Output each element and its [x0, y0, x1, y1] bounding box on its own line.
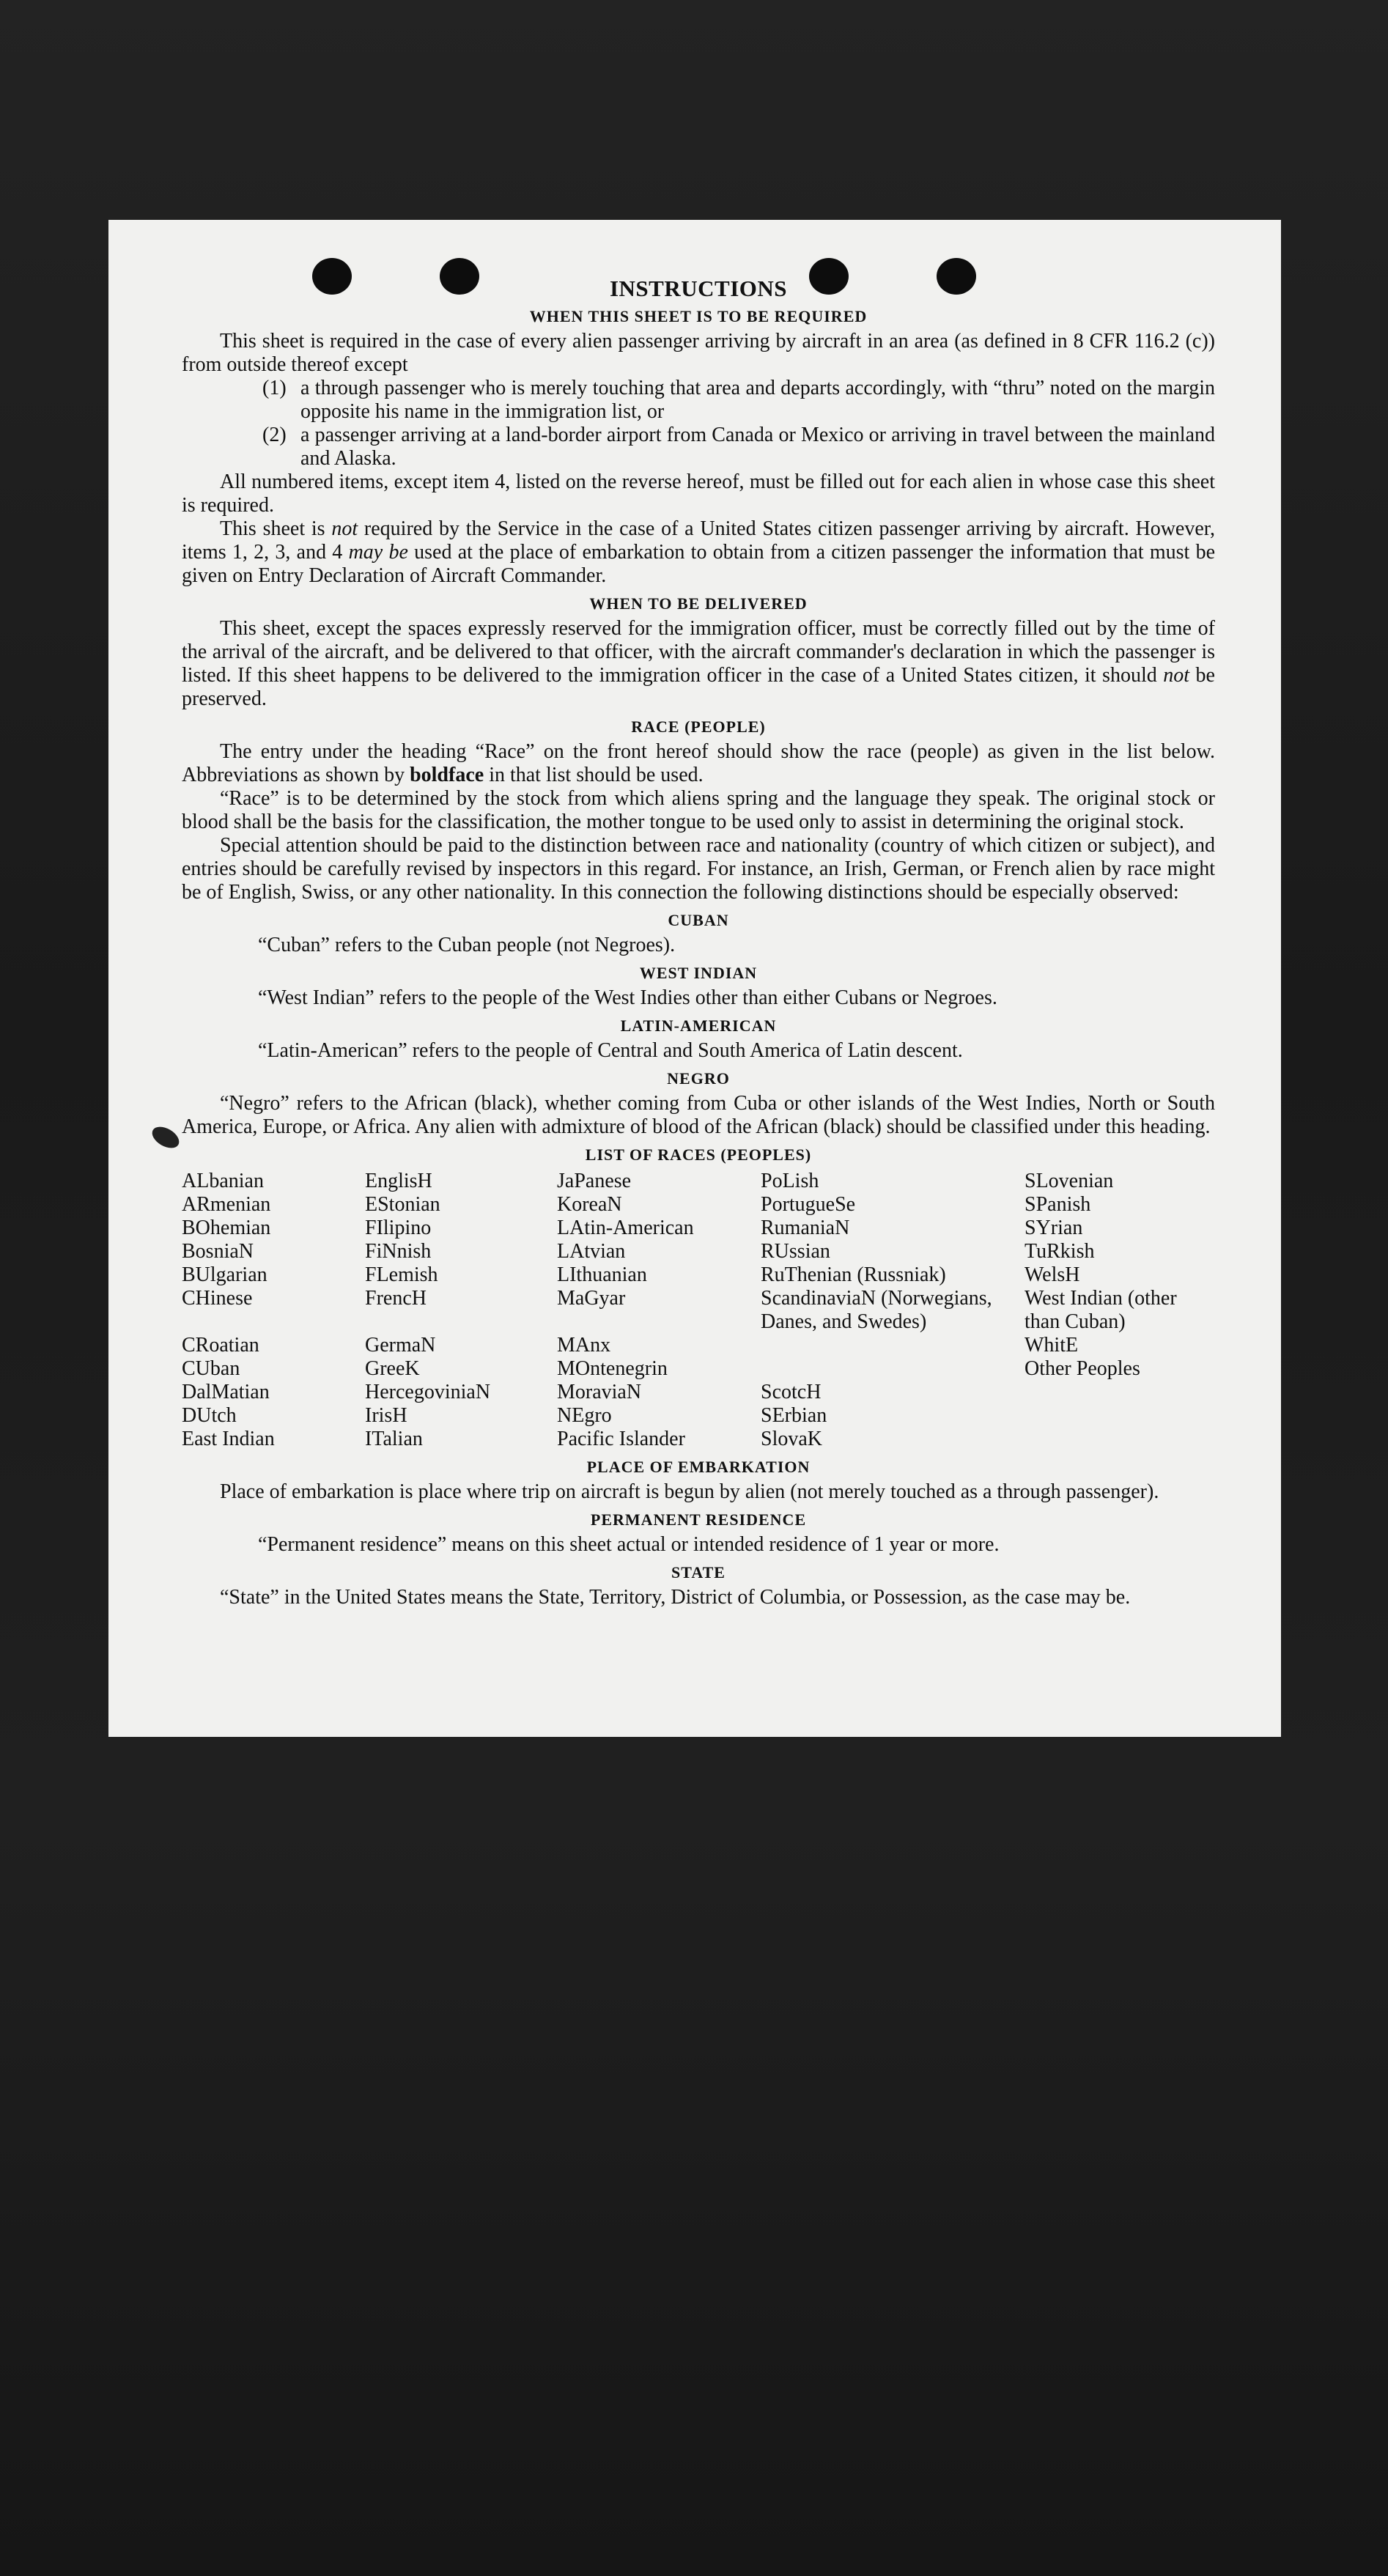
heading-state: STATE — [671, 1563, 726, 1582]
text-run: This sheet, except the spaces expressly reserved for the immigration officer, must be correctly filled out by the time of the arrival of the aircraft, and be delivered to that officer, with the aircraft commander's declaration in which the passenger is listed. If this sheet happens to be delivered to the immigration officer in the case of a United States citizen, it should — [182, 617, 1215, 687]
race-entry: FrencH — [365, 1287, 427, 1310]
punch-hole — [312, 258, 352, 295]
heading-negro: NEGRO — [667, 1069, 730, 1088]
text-emphasis: not — [1163, 664, 1190, 687]
text-run: The entry under the heading “Race” on the front hereof should show the race (people) as given in the list below. Abbreviations as shown by — [182, 740, 1215, 786]
race-entry: GreeK — [365, 1357, 420, 1380]
race-entry: CUban — [182, 1357, 240, 1380]
paragraph — [182, 517, 1215, 588]
race-entry: KoreaN — [557, 1193, 622, 1216]
item-number: (1) — [262, 377, 287, 399]
ink-smudge — [149, 1123, 183, 1153]
race-entry: Pacific Islander — [557, 1428, 685, 1450]
paragraph: All numbered items, except item 4, listed on the reverse hereof, must be filled out for each alien in whose case this sheet is required. — [182, 470, 1215, 517]
list-item — [182, 424, 1215, 470]
text-run: required by the Service in the case of a United States citizen passenger arriving by aircraft. However, items 1, 2, 3, and 4 — [182, 517, 1215, 564]
text-emphasis: not — [331, 517, 358, 540]
definition: “Cuban” refers to the Cuban people (not Negroes). — [258, 934, 676, 956]
punch-hole — [809, 258, 849, 295]
heading-list-of-races: LIST OF RACES (PEOPLES) — [585, 1145, 812, 1164]
race-entry: NEgro — [557, 1404, 612, 1427]
race-entry: RumaniaN — [761, 1217, 850, 1239]
heading-when-delivered: WHEN TO BE DELIVERED — [589, 594, 808, 613]
paragraph: “State” in the United States means the State, Territory, District of Columbia, or Possession, as the case may be. — [220, 1586, 1131, 1609]
paragraph: “Race” is to be determined by the stock from which aliens spring and the language they speak. The original stock or blood shall be the basis for the classification, the mother tongue to be used only to assist in determining the original stock. — [182, 787, 1215, 833]
race-entry: HercegoviniaN — [365, 1381, 491, 1403]
race-entry: TuRkish — [1025, 1240, 1095, 1263]
page-title: INSTRUCTIONS — [609, 276, 787, 301]
punch-hole — [440, 258, 479, 295]
race-entry: PoLish — [761, 1170, 819, 1192]
race-entry: MAnx — [557, 1334, 611, 1357]
race-entry: DalMatian — [182, 1381, 270, 1403]
race-entry: LAtvian — [557, 1240, 626, 1263]
instruction-sheet — [108, 220, 1281, 1737]
race-entry: JaPanese — [557, 1170, 632, 1192]
definition: “Latin-American” refers to the people of Central and South America of Latin descent. — [258, 1039, 963, 1062]
race-entry: ARmenian — [182, 1193, 271, 1216]
race-entry: BosniaN — [182, 1240, 254, 1263]
paragraph: Special attention should be paid to the distinction between race and nationality (country of which citizen or subject), and entries should be carefully revised by inspectors in this regard. For instance, an Irish, German, or French alien by race might be of English, Swiss, or any other nationality. In this connection the following distinctions should be especially observed: — [182, 834, 1215, 904]
race-entry: FIlipino — [365, 1217, 432, 1239]
heading-race: RACE (PEOPLE) — [631, 717, 766, 736]
race-entry: Other Peoples — [1025, 1357, 1140, 1380]
race-entry: RUssian — [761, 1240, 830, 1263]
list-item — [182, 377, 1215, 424]
race-entry — [1025, 1381, 1215, 1404]
race-entry: MaGyar — [557, 1287, 626, 1310]
race-entry: BOhemian — [182, 1217, 271, 1239]
race-entry: MoraviaN — [557, 1381, 642, 1403]
race-entry: IrisH — [365, 1404, 407, 1427]
sheet-content — [182, 277, 1215, 1609]
paragraph — [182, 617, 1215, 711]
paragraph: This sheet is required in the case of every alien passenger arriving by aircraft in an area (as defined in 8 CFR 116.2 (c)) from outside thereof except — [182, 330, 1215, 376]
race-entry: PortugueSe — [761, 1193, 856, 1216]
race-entry: LIthuanian — [557, 1263, 647, 1286]
race-entry: SLovenian — [1025, 1170, 1114, 1192]
race-entry: SlovaK — [761, 1428, 822, 1450]
text-run: This sheet is — [220, 517, 332, 540]
race-entry: West Indian (other than Cuban) — [1025, 1287, 1177, 1333]
race-entry: FiNnish — [365, 1240, 432, 1263]
definition: “Permanent residence” means on this sheet actual or intended residence of 1 year or more. — [258, 1533, 1000, 1556]
race-entry: BUlgarian — [182, 1263, 267, 1286]
punch-hole — [937, 258, 976, 295]
race-entry: ALbanian — [182, 1170, 264, 1192]
race-entry: SPanish — [1025, 1193, 1091, 1216]
race-entry: CHinese — [182, 1287, 253, 1310]
race-entry: WhitE — [1025, 1334, 1079, 1357]
text-run: used at the place of embarkation to obtain from a citizen passenger the information that must be given on Entry Declaration of Aircraft Commander. — [182, 541, 1216, 587]
race-entry: FLemish — [365, 1263, 438, 1286]
race-entry — [1025, 1428, 1215, 1451]
race-list — [182, 1170, 1215, 1451]
text-run: be preserved. — [182, 664, 1215, 710]
race-entry — [1025, 1404, 1215, 1428]
text-emphasis: may be — [348, 541, 408, 564]
heading-latin-american: LATIN-AMERICAN — [620, 1016, 777, 1035]
race-entry: EnglisH — [365, 1170, 432, 1192]
paragraph — [182, 740, 1215, 787]
paragraph: “Negro” refers to the African (black), whether coming from Cuba or other islands of the West Indies, North or South America, Europe, or Africa. Any alien with admixture of blood of the African (black) should be classified under this heading. — [182, 1092, 1215, 1138]
race-entry: DUtch — [182, 1404, 237, 1427]
heading-residence: PERMANENT RESIDENCE — [590, 1510, 807, 1529]
text-bold: boldface — [410, 764, 484, 786]
race-entry: ScotcH — [761, 1381, 822, 1403]
item-text: a passenger arriving at a land-border airport from Canada or Mexico or arriving in travel between the mainland and Alaska. — [300, 424, 1215, 470]
race-entry: GermaN — [365, 1334, 436, 1357]
heading-cuban: CUBAN — [668, 911, 729, 929]
heading-west-indian: WEST INDIAN — [639, 964, 758, 982]
race-entry: MOntenegrin — [557, 1357, 668, 1380]
race-entry: SYrian — [1025, 1217, 1083, 1239]
heading-embarkation: PLACE OF EMBARKATION — [586, 1458, 811, 1476]
race-entry: EStonian — [365, 1193, 440, 1216]
text-run: in that list should be used. — [484, 764, 704, 786]
race-entry — [761, 1334, 1025, 1357]
item-number: (2) — [262, 424, 287, 446]
paragraph: Place of embarkation is place where trip on aircraft is begun by alien (not merely touched as a through passenger). — [220, 1480, 1159, 1503]
item-text: a through passenger who is merely touching that area and departs accordingly, with “thru” noted on the margin opposite his name in the immigration list, or — [300, 377, 1215, 423]
definition: “West Indian” refers to the people of the West Indies other than either Cubans or Negroes. — [258, 986, 997, 1009]
race-entry: SErbian — [761, 1404, 827, 1427]
race-entry: East Indian — [182, 1428, 275, 1450]
race-entry: CRoatian — [182, 1334, 259, 1357]
race-entry — [761, 1357, 1025, 1381]
race-entry: ScandinaviaN (Norwegians, Danes, and Swedes) — [761, 1287, 992, 1333]
race-entry: WelsH — [1025, 1263, 1080, 1286]
race-entry: RuThenian (Russniak) — [761, 1263, 946, 1286]
race-entry: LAtin-American — [557, 1217, 694, 1239]
heading-when-required: WHEN THIS SHEET IS TO BE REQUIRED — [529, 307, 868, 325]
race-entry: ITalian — [365, 1428, 423, 1450]
